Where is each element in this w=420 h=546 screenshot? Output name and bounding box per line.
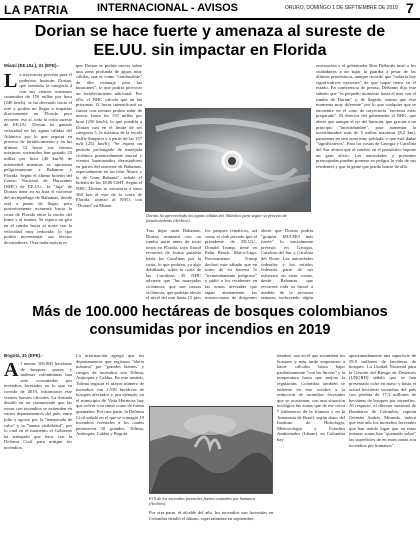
story2-column-3-top xyxy=(149,353,273,403)
story1-column-3-top xyxy=(146,63,201,107)
story1-col4-text: los parques temáticos, así como el club privado que el presidente de EE.UU., Donald Trump, tiene en Palm Beach, Mar-a-Lago. Precisamente, Trump declaró este sábado que en torno de su barrera lo "tremendamente peligroso" y pidió a los residentes en las zonas afectadas que sigan atentamente las instrucciones de dirigentes xyxy=(205,228,257,300)
photo1-caption: Dorian ha aprovechado las aguas cálidas del Atlántico para seguir su proceso de fortalecimiento (Archivo). xyxy=(146,213,287,223)
photo2-caption: El 9 de los incendios forestales fueron causados por humanos (Archivo). xyxy=(149,496,256,506)
story1-col6-text: evacuación y el gobernador Ron DeSantis instó a los ciudadanos a no bajar la guardia a pesar de los últimos pronósticos, aunque recordó que "todavía hay significativas opciones" de que toque tierra en el estado. En conferencia de prensa, DeSantis dijo este sábado que "es pequeño momento hasta el mes con el rumbo de Dorian" y, de llegado, estima que este momento muy diferente" por lo que cualquier que se encuentre en el cono de trayectoria "necesita estar preparado". El director del gobernador al NHC, que alertó que aunque el eje del huracán, que gracias a un principio "incertidumbre", para aumentar la incertidumbre más de 5 millas máximas (8,2 km), panorama en una zona muy poblada, o que está dañar "significativos". Para las costas de Georgia y Carolina del Sur afirma que el cambio en el pronóstico supone un gran alivio. Las autoridades y presentes preocupadas pueden ponerse en peligro la vida de sus residentes y que la gente que pueda huirse de allá. xyxy=(316,63,416,169)
story2-headline: Más de 100.000 hectáreas de bosques colombianos consumidas por incendios en 2019 xyxy=(32,304,388,338)
story2-column-1 xyxy=(4,361,72,543)
story2-column-5 xyxy=(349,353,416,543)
story1-col1-text: a trayectoria prevista para el poderoso huracán Dorian, que continúa la categoría 4 con sus vientos máximos sostenidos de 150 millas por hora (240 km/h), se ha desviado hacia el este y podría no llegar a impactar directamente en Florida pero recorrer, eso sí, toda la costa sureste de EE.UU. Dorian ha ganado velocidad en las aguas cálidas del Atlántico por lo que seguirá en proceso de fortalecimiento y en las últimas 12 horas sus vientos máximos sostenidos han ganado 25 millas por hora (40 km/h) de intensidad mientras se aproxima peligrosamente a Bahamas y Florida. Según el último boletín del Centro Nacional de Huracanes (NHC) de EE.UU., la "faja" de Dorian tiene en su lista el noroeste del archipiélago de Bahamas, donde está a punto de llegar, pero posteriormente avanzará hacia la costa de Florida entre la noche del lunes y el martes. Se espera un giro en el rumbo hacia el norte con la velocidad muy reducida, lo que podría incrementar sus efectos devastadores. Otra mala noticia es xyxy=(4,72,72,245)
story2-dropcap: A xyxy=(4,361,19,381)
hurricane-satellite-photo xyxy=(145,108,311,212)
section-title: INTERNACIONAL - AVISOS xyxy=(97,2,238,14)
story2-col4-text: tiembre, uso en el que sucumben los bosques y más tarde empezaron a hacer cálculos hasta bajar paulatinamente "con las lluvias" y la temperatura hasta que mejore la regulación. Colombia también se enfrenta en este octubre a la reducción de incendios forestales que se ocasionan, con una situación ecológica las zonas que de ese cerca 7 kilómetros de la frontera y en la Amazonía de Brasil, según datos del Instituto de Hidrología, Meteorología y Estudios Ambientales (Ideam), en Colombia hay xyxy=(277,353,345,442)
story2-column-2 xyxy=(76,353,144,543)
newspaper-name: LA PATRIA xyxy=(4,3,69,17)
story2-col5-text: aproximadamente una superficie de 59,9 millones de hectáreas de bosques. La Unidad Nacional para la Gestión del Riesgo de Desastres (UNGRD) señaló que se han presentado ocho en mayo y hasta el actual hectáreas incendios del país con pérdida de 17,3 millones de hectáreas de bosques por incendios. Al respecto, el director nacional de Bomberos de Colombia, capitán Germán Andrés Miranda, indicó que este año los incendios forestales que han tenido lugar que en estas mismas zonas han "quemado sobre" las superficies de en estas zonas son incendios por humanos". xyxy=(349,353,416,448)
page-number: 7 xyxy=(406,0,414,16)
story1-column-2 xyxy=(76,63,142,300)
story1-col2-text: que Dorian se podría mover sobre una zona profunda de aguas muy cálidas, que es como "combustible" de alto octanaje para los huracanes", lo que podría provocar un fortalecimiento adicional. Por ello, el NHC calcula que en las próximas 12 horas intensificará su fuerza con vientos podría subir de nuevo, hasta los 155 millas por hora (250 km/h), lo que pondría a Dorian casi en el límite de ser categoría 5, la máxima de la escala Saffir-Simpson y a partir de las 157 m/h (252 km/h). "Se espera un periodo prolongado de marejada ciclónica potencialmente mortal y vientos huracanados devastadores en partes del noroeste de Bahamas, especialmente en las islas Ábaco y la de Gran Bahama", señaló el boletín de las 18.00 GMT. Según el NHC, Dorian se encuentra a unos 360 km al este de la costa de Florida, avanzó al NNO, con "Dorian" en Miami. xyxy=(76,63,142,208)
story1-column-3 xyxy=(146,228,201,300)
story1-col5-text: alertó que Dorian podría "golpear MUCHO más fuerte" lo inicialmente previsto en Georgia, Carolina del Sur y Carolina del Norte. Las autoridades federales y los estados federales parte de sus esfuerzos en estas costas, desde Bahamas que recorrerá toda su litoral a medida de la próxima semana, incluyendo algún xyxy=(261,228,313,300)
masthead-rule xyxy=(0,18,420,20)
story2-col2-text: La información agregó que los departamentos que registran "alerta máxima" por "grandes fuentes" y riesgos de incendios son Tolima, Antioquia y Caldas. En este sentido, Tolima registra el mayor número de incendios con 2.530 hectáreas de bosques afectados y, por ejemplo, en el municipio de Vista Hermosa hay que volver a su ritmo como de forma quemadas. Por otra parte, la Defensa Civil señaló en el que se contagió 19 incendios forestales a los cuales pertenecen 50 grandes: Tolima, Antioquia, Caldas y Bogotá. xyxy=(76,353,144,437)
satellite-image-graphic xyxy=(146,109,311,212)
masthead xyxy=(0,0,420,20)
story1-headline: Dorian se hace fuerte y amenaza al sureste de EE.UU. sin impactar en Florida xyxy=(34,23,386,59)
forest-fire-photo xyxy=(149,406,273,494)
story2-byline: Bogotá, 31 (EFE).- xyxy=(4,353,43,358)
dateline: ORURO, DOMINGO 1 DE SEPTIEMBRE DE 2019 xyxy=(285,5,398,11)
story1-column-1 xyxy=(4,72,72,300)
story1-dropcap: L xyxy=(4,72,18,92)
story1-col3-text: Tras dejar atrás Bahamas, Dorian avanzará con un rumbo norte antes de tocar tierra en Florida, rayo litoral recorrerá de forma paralela hasta las Carolinas por la costa, lo que podrían, ya algo debilitado, sobre la costa de las Carolinas. El NHC advierte que "las marejadas ciclónicas, que son causas ciclónicas, que podrían elevar el nivel del mar hasta 15 pies xyxy=(146,228,201,300)
story2-col1-text: l menos 105.000 hectáreas de bosques, pastos y malezas colombianas han sido consumidas por incendios forestales en lo que va corrido de 2019, informaron este viernes fuentes oficiales. La Armada detalló en un comunicado que las zonas con incendios se extienden en varios departamentos del país, entre julio y agosto por la "temporada de calor" y la "buena visibilidad", por lo cual en el momento el Gobierno ha trabajado que hace con la Defensa Civil para mitigar los incendios. xyxy=(4,361,72,450)
story1-column-6 xyxy=(316,63,416,300)
story2-column-3 xyxy=(149,510,273,543)
story1-byline: Miami (EE.UU.), 31 (EFE).- xyxy=(4,63,60,68)
story1-column-4 xyxy=(205,228,257,300)
story1-column-5 xyxy=(261,228,313,300)
story2-column-4 xyxy=(277,353,345,543)
story2-col3-text: Por otra parte, el alcalde del año, los incendios son forestales en Colombia detalló el último, especialmente en septiembre, xyxy=(149,510,273,521)
fire-image-graphic xyxy=(150,407,273,494)
